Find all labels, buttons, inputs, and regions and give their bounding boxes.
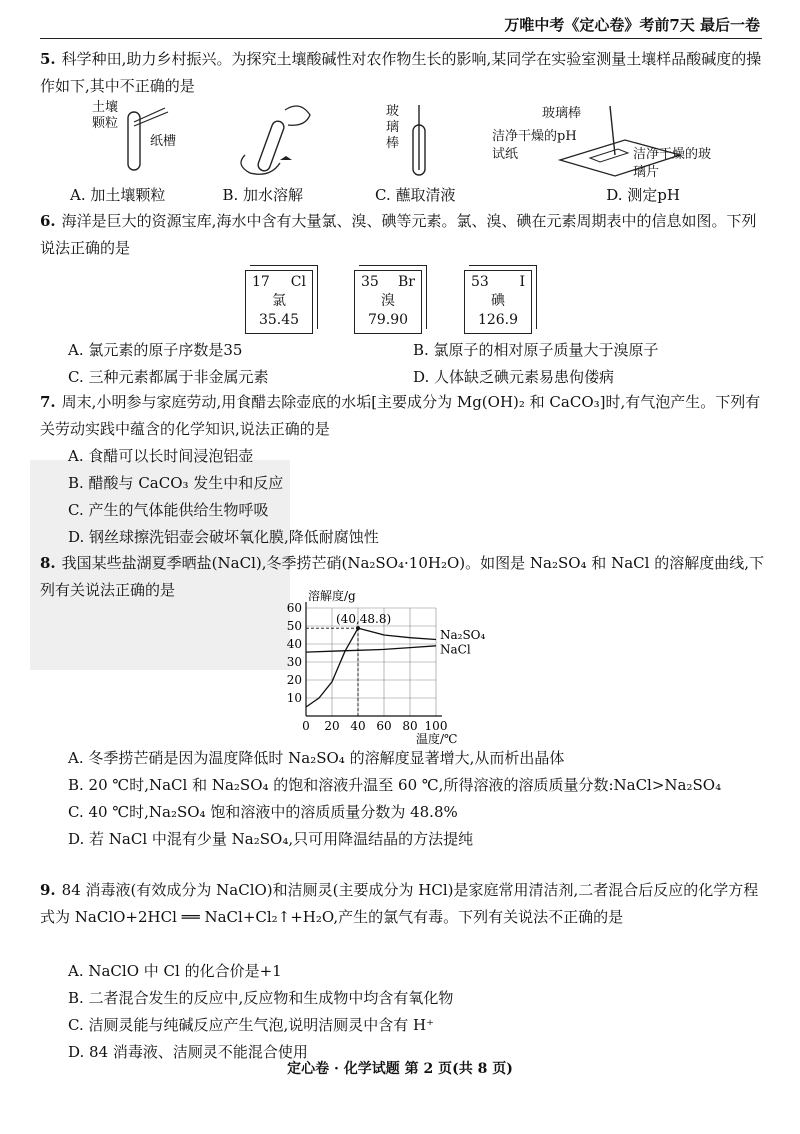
option-a[interactable]: A. NaClO 中 Cl 的化合价是+1	[68, 962, 282, 980]
element-card-br	[354, 270, 422, 334]
page-footer: 定心卷 · 化学试题 第 2 页(共 8 页)	[287, 1061, 513, 1077]
option-b[interactable]: B. 醋酸与 CaCO₃ 发生中和反应	[68, 474, 284, 492]
element-card-cl	[245, 270, 313, 334]
element-card-i	[464, 270, 532, 334]
option-b[interactable]: B. 氯原子的相对原子质量大于溴原子	[413, 341, 659, 359]
element-symbol: Br	[398, 274, 415, 290]
option-c[interactable]: C. 40 ℃时,Na₂SO₄ 饱和溶液中的溶质质量分数为 48.8%	[68, 803, 458, 821]
option-d[interactable]: D. 若 NaCl 中混有少量 Na₂SO₄,只可用降温结晶的方法提纯	[68, 830, 474, 848]
y-tick-label: 20	[286, 673, 302, 687]
y-tick-label: 60	[286, 601, 302, 615]
element-symbol: Cl	[290, 274, 306, 290]
option-a[interactable]: A. 氯元素的原子序数是35	[68, 341, 243, 359]
x-axis-label: 温度/℃	[416, 732, 458, 746]
q9-options	[68, 958, 758, 1066]
question-number: 7.	[40, 393, 56, 411]
label-glass-plate: 洁净干燥的玻璃片	[633, 147, 712, 180]
q7-options	[68, 443, 758, 551]
option-c[interactable]: C. 三种元素都属于非金属元素	[68, 368, 269, 386]
y-tick-label: 30	[286, 655, 302, 669]
question-stem: 海洋是巨大的资源宝库,海水中含有大量氯、溴、碘等元素。氯、溴、碘在元素周期表中的信息如图。下列说法正确的是	[40, 212, 757, 257]
element-name: 氯	[272, 293, 286, 309]
option-d[interactable]: D. 测定pH	[606, 186, 680, 204]
question-number: 6.	[40, 212, 56, 230]
label-paper: 纸槽	[150, 134, 177, 149]
question-number: 8.	[40, 554, 56, 572]
q5-options	[70, 182, 710, 209]
option-c[interactable]: C. 产生的气体能供给生物呼吸	[68, 501, 269, 519]
x-tick-label: 100	[424, 719, 448, 733]
atomic-mass: 79.90	[367, 312, 409, 328]
x-tick-label: 80	[402, 719, 418, 733]
x-tick-label: 60	[376, 719, 392, 733]
solubility-chart	[270, 588, 500, 746]
question-stem: 周末,小明参与家庭劳动,用食醋去除壶底的水垢[主要成分为 Mg(OH)₂ 和 CaCO₃]时,有气泡产生。下列有关劳动实践中蕴含的化学知识,说法正确的是	[40, 393, 761, 438]
label-rod: 玻璃棒	[386, 104, 400, 151]
label-ph-paper: 洁净干燥的pH试纸	[492, 129, 577, 162]
q6-options	[68, 337, 758, 391]
y-tick-label: 50	[286, 619, 302, 633]
q8-options	[68, 745, 758, 853]
question-9	[40, 877, 765, 931]
atomic-number: 35	[361, 274, 379, 290]
element-name: 溴	[381, 293, 395, 309]
label-soil: 土壤颗粒	[92, 100, 119, 131]
option-b[interactable]: B. 加水溶解	[222, 186, 304, 204]
page-header: 万唯中考《定心卷》考前7天 最后一卷	[504, 16, 760, 34]
option-c[interactable]: C. 蘸取清液	[375, 186, 456, 204]
option-d[interactable]: D. 钢丝球擦洗铝壶会破坏氧化膜,降低耐腐蚀性	[68, 528, 379, 546]
label-rod-d: 玻璃棒	[542, 106, 582, 121]
annotation-point	[356, 626, 360, 630]
atomic-mass: 35.45	[258, 312, 300, 328]
series-line-1	[306, 628, 436, 707]
option-d[interactable]: D. 84 消毒液、洁厕灵不能混合使用	[68, 1043, 308, 1061]
question-5	[40, 46, 765, 100]
y-axis-label: 溶解度/g	[308, 589, 356, 603]
atomic-number: 17	[252, 274, 270, 290]
series-label-1: Na₂SO₄	[440, 628, 486, 642]
question-6	[40, 208, 765, 262]
element-name: 碘	[491, 293, 505, 309]
header-rule	[40, 38, 762, 39]
option-a[interactable]: A. 冬季捞芒硝是因为温度降低时 Na₂SO₄ 的溶解度显著增大,从而析出晶体	[68, 749, 565, 767]
question-stem: 科学种田,助力乡村振兴。为探究土壤酸碱性对农作物生长的影响,某同学在实验室测量土壤样品酸碱度的操作如下,其中不正确的是	[40, 50, 762, 95]
series-label-2: NaCl	[440, 642, 471, 657]
question-number: 5.	[40, 50, 56, 68]
x-tick-label: 0	[302, 719, 310, 733]
y-tick-label: 10	[286, 691, 302, 705]
question-stem: 84 消毒液(有效成分为 NaClO)和洁厕灵(主要成分为 HCl)是家庭常用清洁剂,二者混合后反应的化学方程式为 NaClO+2HCl ══ NaCl+Cl₂↑+H₂O,产生的氯气有毒。下列有关说法不正确的是	[40, 881, 759, 926]
question-7	[40, 389, 765, 443]
question-stem: 我国某些盐湖夏季晒盐(NaCl),冬季捞芒硝(Na₂SO₄·10H₂O)。如图是 Na₂SO₄ 和 NaCl 的溶解度曲线,下列有关说法正确的是	[40, 554, 764, 599]
option-c[interactable]: C. 洁厕灵能与纯碱反应产生气泡,说明洁厕灵中含有 H⁺	[68, 1016, 435, 1034]
x-tick-label: 40	[350, 719, 366, 733]
option-b[interactable]: B. 二者混合发生的反应中,反应物和生成物中均含有氧化物	[68, 989, 454, 1007]
y-tick-label: 40	[286, 637, 302, 651]
option-a[interactable]: A. 加土壤颗粒	[70, 186, 166, 204]
annotation-label: (40,48.8)	[336, 612, 392, 627]
atomic-number: 53	[471, 274, 489, 290]
option-a[interactable]: A. 食醋可以长时间浸泡铝壶	[68, 447, 254, 465]
option-b[interactable]: B. 20 ℃时,NaCl 和 Na₂SO₄ 的饱和溶液升温至 60 ℃,所得溶液的溶质质量分数:NaCl>Na₂SO₄	[68, 776, 722, 794]
option-d[interactable]: D. 人体缺乏碘元素易患佝偻病	[413, 368, 615, 386]
atomic-mass: 126.9	[477, 312, 519, 328]
series-line-2	[306, 646, 436, 652]
element-symbol: I	[519, 274, 525, 290]
x-tick-label: 20	[324, 719, 340, 733]
question-number: 9.	[40, 881, 56, 899]
